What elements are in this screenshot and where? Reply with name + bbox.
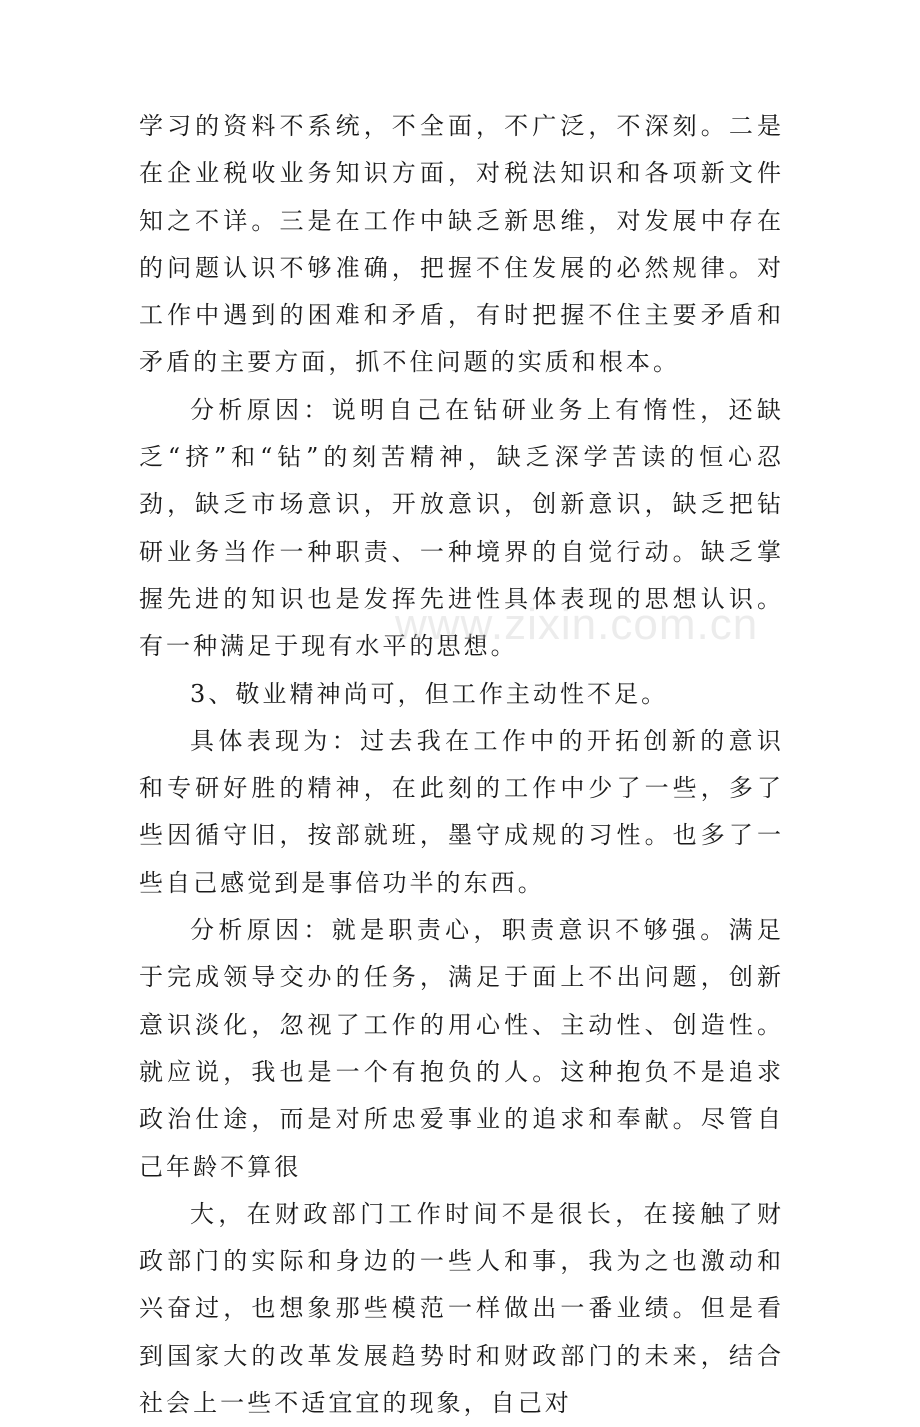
paragraph-1: 学习的资料不系统，不全面，不广泛，不深刻。二是在企业税收业务知识方面，对税法知识和各项新文件知之不详。三是在工作中缺乏新思维，对发展中存在的问题认识不够准确，把握不住发展的必然规律。对工作中遇到的困难和矛盾，有时把握不住主要矛盾和矛盾的主要方面，抓不住问题的实质和根本。 [139,112,784,377]
document-body [139,103,784,1427]
paragraph-5: 分析原因：就是职责心，职责意识不够强。满足于完成领导交办的任务，满足于面上不出问题，创新意识淡化，忽视了工作的用心性、主动性、创造性。就应说，我也是一个有抱负的人。这种抱负不是追求政治仕途，而是对所忠爱事业的追求和奉献。尽管自己年龄不算很 [139,916,784,1181]
paragraph-6: 大，在财政部门工作时间不是很长，在接触了财政部门的实际和身边的一些人和事，我为之也激动和兴奋过，也想象那些模范一样做出一番业绩。但是看到国家大的改革发展趋势时和财政部门的未来，结合社会上一些不适宜宜的现象，自己对 [139,1199,784,1418]
paragraph-4: 具体表现为：过去我在工作中的开拓创新的意识和专研好胜的精神，在此刻的工作中少了一些，多了些因循守旧，按部就班，墨守成规的习性。也多了一些自己感觉到是事倍功半的东西。 [139,726,784,897]
paragraph-3-heading: 3、敬业精神尚可，但工作主动性不足。 [190,679,669,708]
watermark: www.zixin.com.cn [395,600,759,649]
paragraph-2: 分析原因：说明自己在钻研业务上有惰性，还缺乏“挤”和“钻”的刻苦精神，缺乏深学苦读的恒心忍劲，缺乏市场意识，开放意识，创新意识，缺乏把钻研业务当作一种职责、一种境界的自觉行动。缺乏掌握先进的知识也是发挥先进性具体表现的思想认识。有一种满足于现有水平的思想。 [139,395,784,661]
